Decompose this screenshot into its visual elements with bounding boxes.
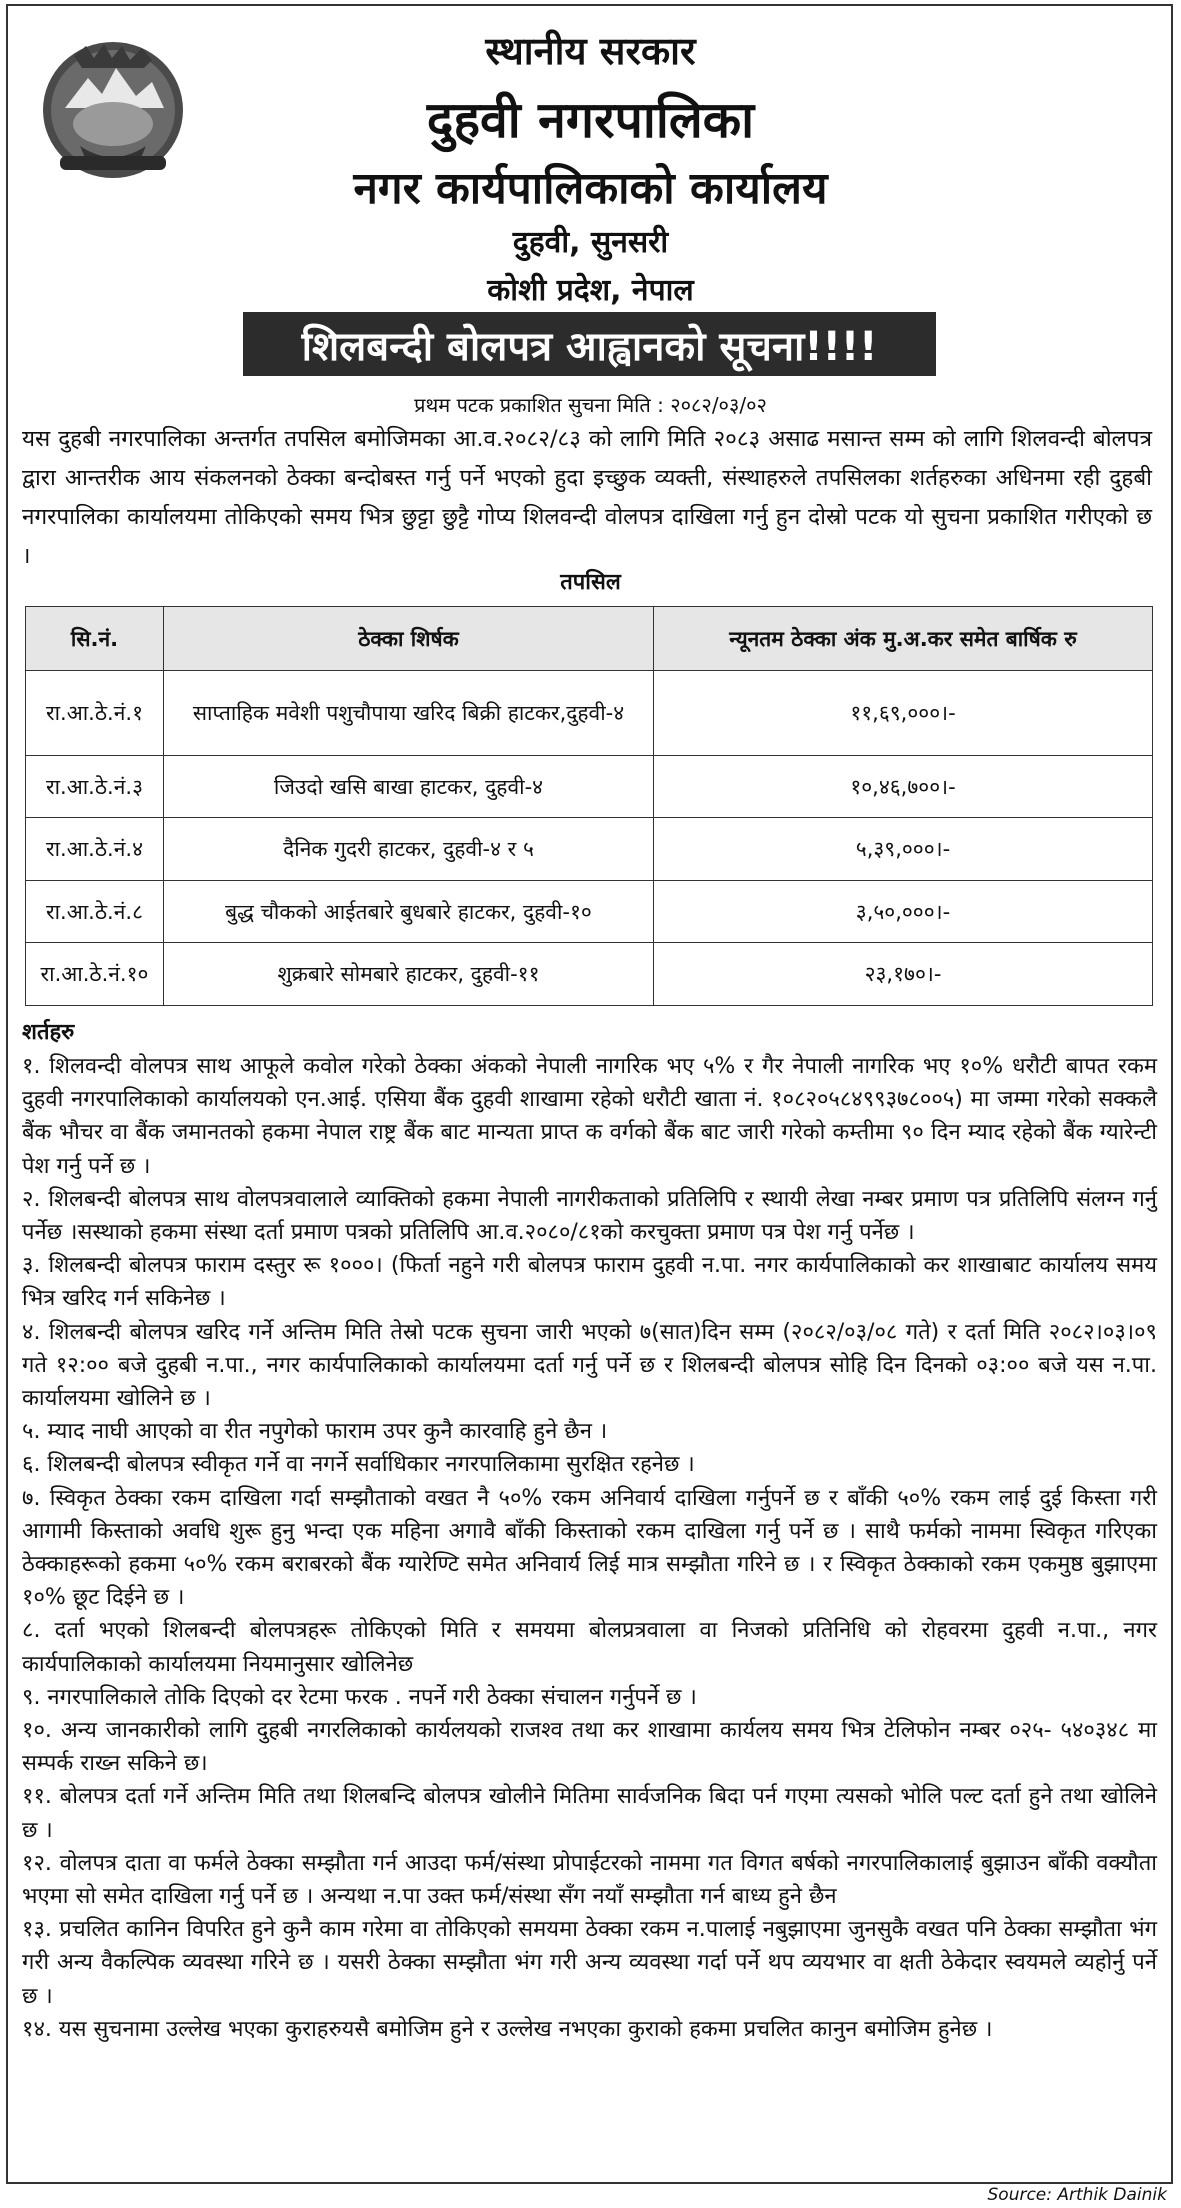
condition-item: ३. शिलबन्दी बोलपत्र फाराम दस्तुर रू १०००। (फिर्ता नहुने गरी बोलपत्र फाराम दुहवी न.पा. नगर कार्यपालिकाको कर शाखाबाट कार्यालय समय भित्र खरिद गर्न सकिनेछ ।	[22, 1253, 1157, 1312]
table-row	[26, 818, 1153, 881]
condition-item: १०. अन्य जानकारीको लागि दुहबी नगरलिकाको कार्यलयको राजश्व तथा कर शाखामा कार्यलय समय भित्र टेलिफोन नम्बर ०२५- ५४०३४८ मा सम्पर्क राख्न सकिने छ।	[22, 1718, 1157, 1777]
row-title: दैनिक गुदरी हाटकर, दुहवी-४ र ५	[164, 818, 654, 881]
condition-item: १२. वोलपत्र दाता वा फर्मले ठेक्का सम्झौता गर्न आउदा फर्म/संस्था प्रोपाईटरको नाममा गत विगत बर्षको नगरपालिकालाई बुझाउन बाँकी वक्यौता भएमा सो समेत दाखिला गर्नु पर्ने छ । अन्यथा न.पा उक्त फर्म/संस्था सँग नयाँ सम्झौता गर्न बाध्य हुने छैन	[22, 1850, 1157, 1910]
header-contract-title: ठेक्का शिर्षक	[164, 607, 654, 671]
row-serial: रा.आ.ठे.नं.४	[26, 818, 164, 881]
row-title: बुद्ध चौकको आईतबारे बुधबारे हाटकर, दुहवी-१०	[164, 880, 654, 943]
header-district: दुहवी, सुनसरी	[512, 225, 669, 260]
table-row	[26, 671, 1153, 756]
row-serial: रा.आ.ठे.नं.१	[26, 671, 164, 756]
table-row	[26, 755, 1153, 818]
row-title: शुक्रबारे सोमबारे हाटकर, दुहवी-११	[164, 943, 654, 1006]
source-credit: Source: Arthik Dainik	[987, 2185, 1167, 2205]
condition-item: ५. म्याद नाघी आएको वा रीत नपुगेको फाराम उपर कुनै कारवाहि हुने छैन ।	[22, 1419, 608, 1445]
notice-title-banner: शिलबन्दी बोलपत्र आह्वानको सूचना!!!!	[243, 312, 936, 376]
table-title: तपसिल	[560, 570, 621, 595]
table-header-row	[26, 607, 1153, 671]
row-serial: रा.आ.ठे.नं.३	[26, 755, 164, 818]
row-serial: रा.आ.ठे.नं.१०	[26, 943, 164, 1006]
table-row	[26, 880, 1153, 943]
condition-item: १४. यस सुचनामा उल्लेख भएका कुराहरुयसै बमोजिम हुने र उल्लेख नभएका कुराको हकमा प्रचलित कानुन बमोजिम हुनेछ ।	[22, 2016, 993, 2042]
condition-item: ६. शिलबन्दी बोलपत्र स्वीकृत गर्ने वा नगर्ने सर्वाधिकार नगरपालिकामा सुरक्षित रहनेछ ।	[22, 1452, 695, 1478]
header-municipality-name: दुहवी नगरपालिका	[426, 91, 755, 149]
row-amount: १०,४६,७००।-	[654, 755, 1153, 818]
header-office-name: नगर कार्यपालिकाको कार्यालय	[353, 163, 828, 214]
condition-item: ९. नगरपालिकाले तोकि दिएको दर रेटमा फरक . नपर्ने गरी ठेक्का संचालन गर्नुपर्ने छ ।	[22, 1684, 697, 1710]
tender-table	[25, 606, 1153, 1006]
conditions-list	[22, 1050, 1157, 2046]
header-serial: सि.नं.	[26, 607, 164, 671]
condition-item: ७. स्विकृत ठेक्का रकम दाखिला गर्दा सम्झौताको वखत नै ५०% रकम अनिवार्य दाखिला गर्नुपर्ने छ र बाँकी ५०% रकम लाई दुई किस्ता गरी आगामी किस्ताको अवधि शुरू हुनु भन्दा एक महिना अगावै बाँकी किस्ताको रकम दाखिला गर्नु पर्ने छ । साथै फर्मको नाममा स्विकृत गरिएका ठेक्काहरूको हकमा ५०% रकम बराबरको बैंक ग्यारेण्टि समेत अनिवार्य लिई मात्र सम्झौता गरिने छ । र स्विकृत ठेक्काको रकम एकमुष्ठ बुझाएमा १०% छूट दिईने छ ।	[22, 1485, 1157, 1611]
intro-paragraph: यस दुहबी नगरपालिका अन्तर्गत तपसिल बमोजिमका आ.व.२०८२/८३ को लागि मिति २०८३ असाढ मसान्त सम्म को लागि शिलवन्दी बोलपत्र द्वारा आन्तरीक आय संकलनको ठेक्का बन्दोबस्त गर्नु पर्ने भएको हुदा इच्छुक व्यक्ती, संस्थाहरुले तपसिलका शर्तहरुका अधिनमा रही दुहबी नगरपालिका कार्यालयमा तोकिएको समय भित्र छुट्टा छुट्टै गोप्य शिलवन्दी वोलपत्र दाखिला गर्नु हुन दोस्रो पटक यो सुचना प्रकाशित गरीएको छ ।	[22, 426, 1152, 569]
header-minimum-amount: न्यूनतम ठेक्का अंक मु.अ.कर समेत बार्षिक रु	[654, 607, 1153, 671]
row-title: जिउदो खसि बाखा हाटकर, दुहवी-४	[164, 755, 654, 818]
row-amount: ५,३९,०००।-	[654, 818, 1153, 881]
condition-item: २. शिलबन्दी बोलपत्र साथ वोलपत्रवालाले व्याक्तिको हकमा नेपाली नागरीकताको प्रतिलिपि र स्थायी लेखा नम्बर प्रमाण पत्र प्रतिलिपि संलग्न गर्नु पर्नेछ ।सस्थाको हकमा संस्था दर्ता प्रमाण पत्रको प्रतिलिपि आ.व.२०८०/८१को करचुक्ता प्रमाण पत्र पेश गर्नु पर्नेछ ।	[22, 1186, 1157, 1246]
header-local-government: स्थानीय सरकार	[485, 29, 696, 73]
row-amount: ३,५०,०००।-	[654, 880, 1153, 943]
row-amount: ११,६९,०००।-	[654, 671, 1153, 756]
condition-item: ११. बोलपत्र दर्ता गर्ने अन्तिम मिति तथा शिलबन्दि बोलपत्र खोलीने मितिमा सार्वजनिक बिदा पर्न गएमा त्यसको भोलि पल्ट दर्ता हुने तथा खोलिने छ ।	[22, 1784, 1157, 1843]
condition-item: ४. शिलबन्दी बोलपत्र खरिद गर्ने अन्तिम मिति तेस्रो पटक सुचना जारी भएको ७(सात)दिन सम्म (२०८२/०३/०८ गते) र दर्ता मिति २०८२।०३।०९ गते १२:०० बजे दुहबी न.पा., नगर कार्यपालिकाको कार्यालयमा दर्ता गर्नु पर्ने छ र शिलबन्दी बोलपत्र सोहि दिन दिनको ०३:०० बजे यस न.पा. कार्यालयमा खोलिने छ ।	[22, 1319, 1157, 1412]
conditions-title: शर्तहरु	[22, 1020, 75, 1045]
header-province: कोशी प्रदेश, नेपाल	[487, 273, 694, 308]
table-row	[26, 943, 1153, 1006]
condition-item: ८. दर्ता भएको शिलबन्दी बोलपत्रहरू तोकिएको मिति र समयमा बोलप्रत्रवाला वा निजको प्रतिनिधि को रोहवरमा दुहवी न.पा., नगर कार्यपालिकाको कार्यालयमा नियमानुसार खोलिनेछ	[22, 1618, 1157, 1677]
condition-item: १. शिलवन्दी वोलपत्र साथ आफूले कवोल गरेको ठेक्का अंकको नेपाली नागरिक भए ५% र गैर नेपाली नागरिक भए १०% धरौटी बापत रकम दुहवी नगरपालिकाको कार्यालयको एन.आई. एसिया बैंक दुहवी शाखामा रहेको धरौटी खाता नं. १०८२०५८४९९३७८००५) मा जम्मा गरेको सक्कलै बैंक भौचर वा बैंक जमानतको हकमा नेपाल राष्ट्र बैंक बाट मान्यता प्राप्त क वर्गको बैंक बाट जारी गरेको कम्तीमा ९० दिन म्याद रहेको बैंक ग्यारेन्टी पेश गर्नु पर्ने छ ।	[22, 1054, 1157, 1179]
condition-item: १३. प्रचलित कानिन विपरित हुने कुनै काम गरेमा वा तोकिएको समयमा ठेक्का रकम न.पालाई नबुझाएमा जुनसुकै वखत पनि ठेक्का सम्झौता भंग गरी अन्य वैकल्पिक व्यवस्था गरिने छ । यसरी ठेक्का सम्झौता भंग गरी अन्य व्यवस्था गर्दा पर्ने थप व्ययभार वा क्षती ठेकेदार स्वयमले व्यहोर्नु पर्ने छ ।	[22, 1917, 1157, 2009]
row-serial: रा.आ.ठे.नं.८	[26, 880, 164, 943]
row-title: साप्ताहिक मवेशी पशुचौपाया खरिद बिक्री हाटकर,दुहवी-४	[164, 671, 654, 756]
row-amount: २३,१७०।-	[654, 943, 1153, 1006]
publication-date: प्रथम पटक प्रकाशित सुचना मिति : २०८२/०३/०२	[414, 393, 767, 417]
